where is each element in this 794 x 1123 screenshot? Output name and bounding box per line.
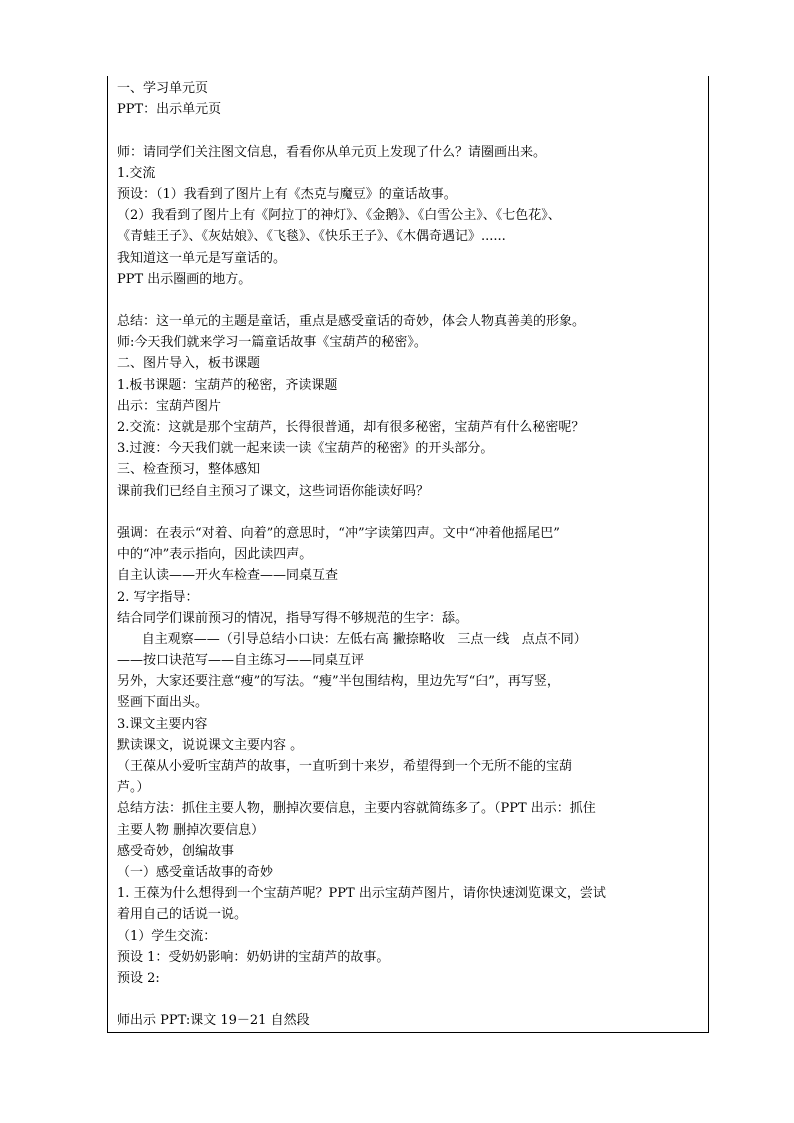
text-line: 主要人物 删掉次要信息） <box>117 822 265 838</box>
text-line: 感受奇妙，创编故事 <box>117 843 235 859</box>
text-line: 自主认读——开火车检查——同桌互查 <box>117 568 339 584</box>
text-line: 出示：宝葫芦图片 <box>117 398 222 414</box>
blank-line <box>117 120 703 141</box>
text-line: 默读课文，说说课文主要内容 。 <box>117 737 304 753</box>
text-line: 竖画下面出头。 <box>117 695 209 711</box>
text-line: 强调：在表示“对着、向着”的意思时，“冲”字读第四声。文中“冲着他摇尾巴” <box>117 525 560 541</box>
text-line: 师:今天我们就来学习一篇童话故事《宝葫芦的秘密》。 <box>117 335 427 351</box>
blank-line <box>117 989 703 1010</box>
text-line: 预设 1：受奶奶影响：奶奶讲的宝葫芦的故事。 <box>117 949 390 965</box>
text-line: 着用自己的话说一说。 <box>117 907 248 923</box>
text-line: 1. 王葆为什么想得到一个宝葫芦呢？PPT 出示宝葫芦图片，请你快速浏览课文，尝试 <box>117 886 606 902</box>
text-line: 三、检查预习，整体感知 <box>117 462 261 478</box>
text-line: （2）我看到了图片上有《阿拉丁的神灯》、《金鹅》、《白雪公主》、《七色花》、 <box>117 208 561 224</box>
text-line: 另外，大家还要注意“瘦”的写法。“瘦”半包围结构，里边先写“臼”，再写竖， <box>117 674 560 690</box>
text-line: 自主观察——（引导总结小口诀：左低右高 撇捺略收 三点一线 点点不同） <box>117 631 587 647</box>
table-border-right <box>708 76 709 1033</box>
text-line: 课前我们已经自主预习了课文，这些词语你能读好吗？ <box>117 483 430 499</box>
text-line: 预设：（1）我看到了图片上有《杰克与魔豆》的童话故事。 <box>117 186 457 202</box>
text-line: PPT：出示单元页 <box>117 102 222 118</box>
text-line: PPT 出示圈画的地方。 <box>117 271 252 287</box>
text-line: 师：请同学们关注图文信息，看看你从单元页上发现了什么？请圈画出来。 <box>117 144 547 160</box>
text-line: 二、图片导入，板书课题 <box>117 356 261 372</box>
lesson-plan-text <box>117 78 703 1031</box>
text-line: 3.过渡：今天我们就一起来读一读《宝葫芦的秘密》的开头部分。 <box>117 441 494 457</box>
blank-line <box>117 290 703 311</box>
text-line: 2. 写字指导： <box>117 589 199 605</box>
table-border-left <box>107 76 108 1033</box>
text-line: 预设 2: <box>117 970 160 986</box>
text-line: 芦。） <box>117 780 150 796</box>
table-border-bottom <box>107 1032 709 1033</box>
text-line: 总结方法：抓住主要人物，删掉次要信息，主要内容就简练多了。（PPT 出示：抓住 <box>117 801 596 817</box>
text-line: 我知道这一单元是写童话的。 <box>117 250 287 266</box>
blank-line <box>117 502 703 523</box>
text-line: （一）感受童话故事的奇妙 <box>117 864 274 880</box>
text-line: （王葆从小爱听宝葫芦的故事，一直听到十来岁，希望得到一个无所不能的宝葫 <box>117 759 573 774</box>
text-line: 总结：这一单元的主题是童话，重点是感受童话的奇妙，体会人物真善美的形象。 <box>117 314 586 330</box>
lesson-plan-table-cell <box>107 76 709 1033</box>
text-line: 《青蛙王子》、《灰姑娘》、《飞毯》、《快乐王子》、《木偶奇遇记》...... <box>117 229 506 245</box>
text-line: ——按口诀范写——自主练习——同桌互评 <box>117 653 365 669</box>
text-line: 1.板书课题：宝葫芦的秘密，齐读课题 <box>117 377 338 393</box>
text-line: 结合同学们课前预习的情况，指导写得不够规范的生字：舔。 <box>117 610 469 626</box>
text-line: （1）学生交流： <box>117 928 217 944</box>
text-line: 3.课文主要内容 <box>117 716 208 732</box>
text-line: 1.交流 <box>117 165 156 181</box>
text-line: 2.交流：这就是那个宝葫芦，长得很普通，却有很多秘密，宝葫芦有什么秘密呢？ <box>117 420 585 435</box>
text-line: 一、学习单元页 <box>117 81 209 96</box>
text-line: 中的“冲”表示指向，因此读四声。 <box>117 547 313 563</box>
text-line: 师出示 PPT:课文 19－21 自然段 <box>117 1013 310 1029</box>
